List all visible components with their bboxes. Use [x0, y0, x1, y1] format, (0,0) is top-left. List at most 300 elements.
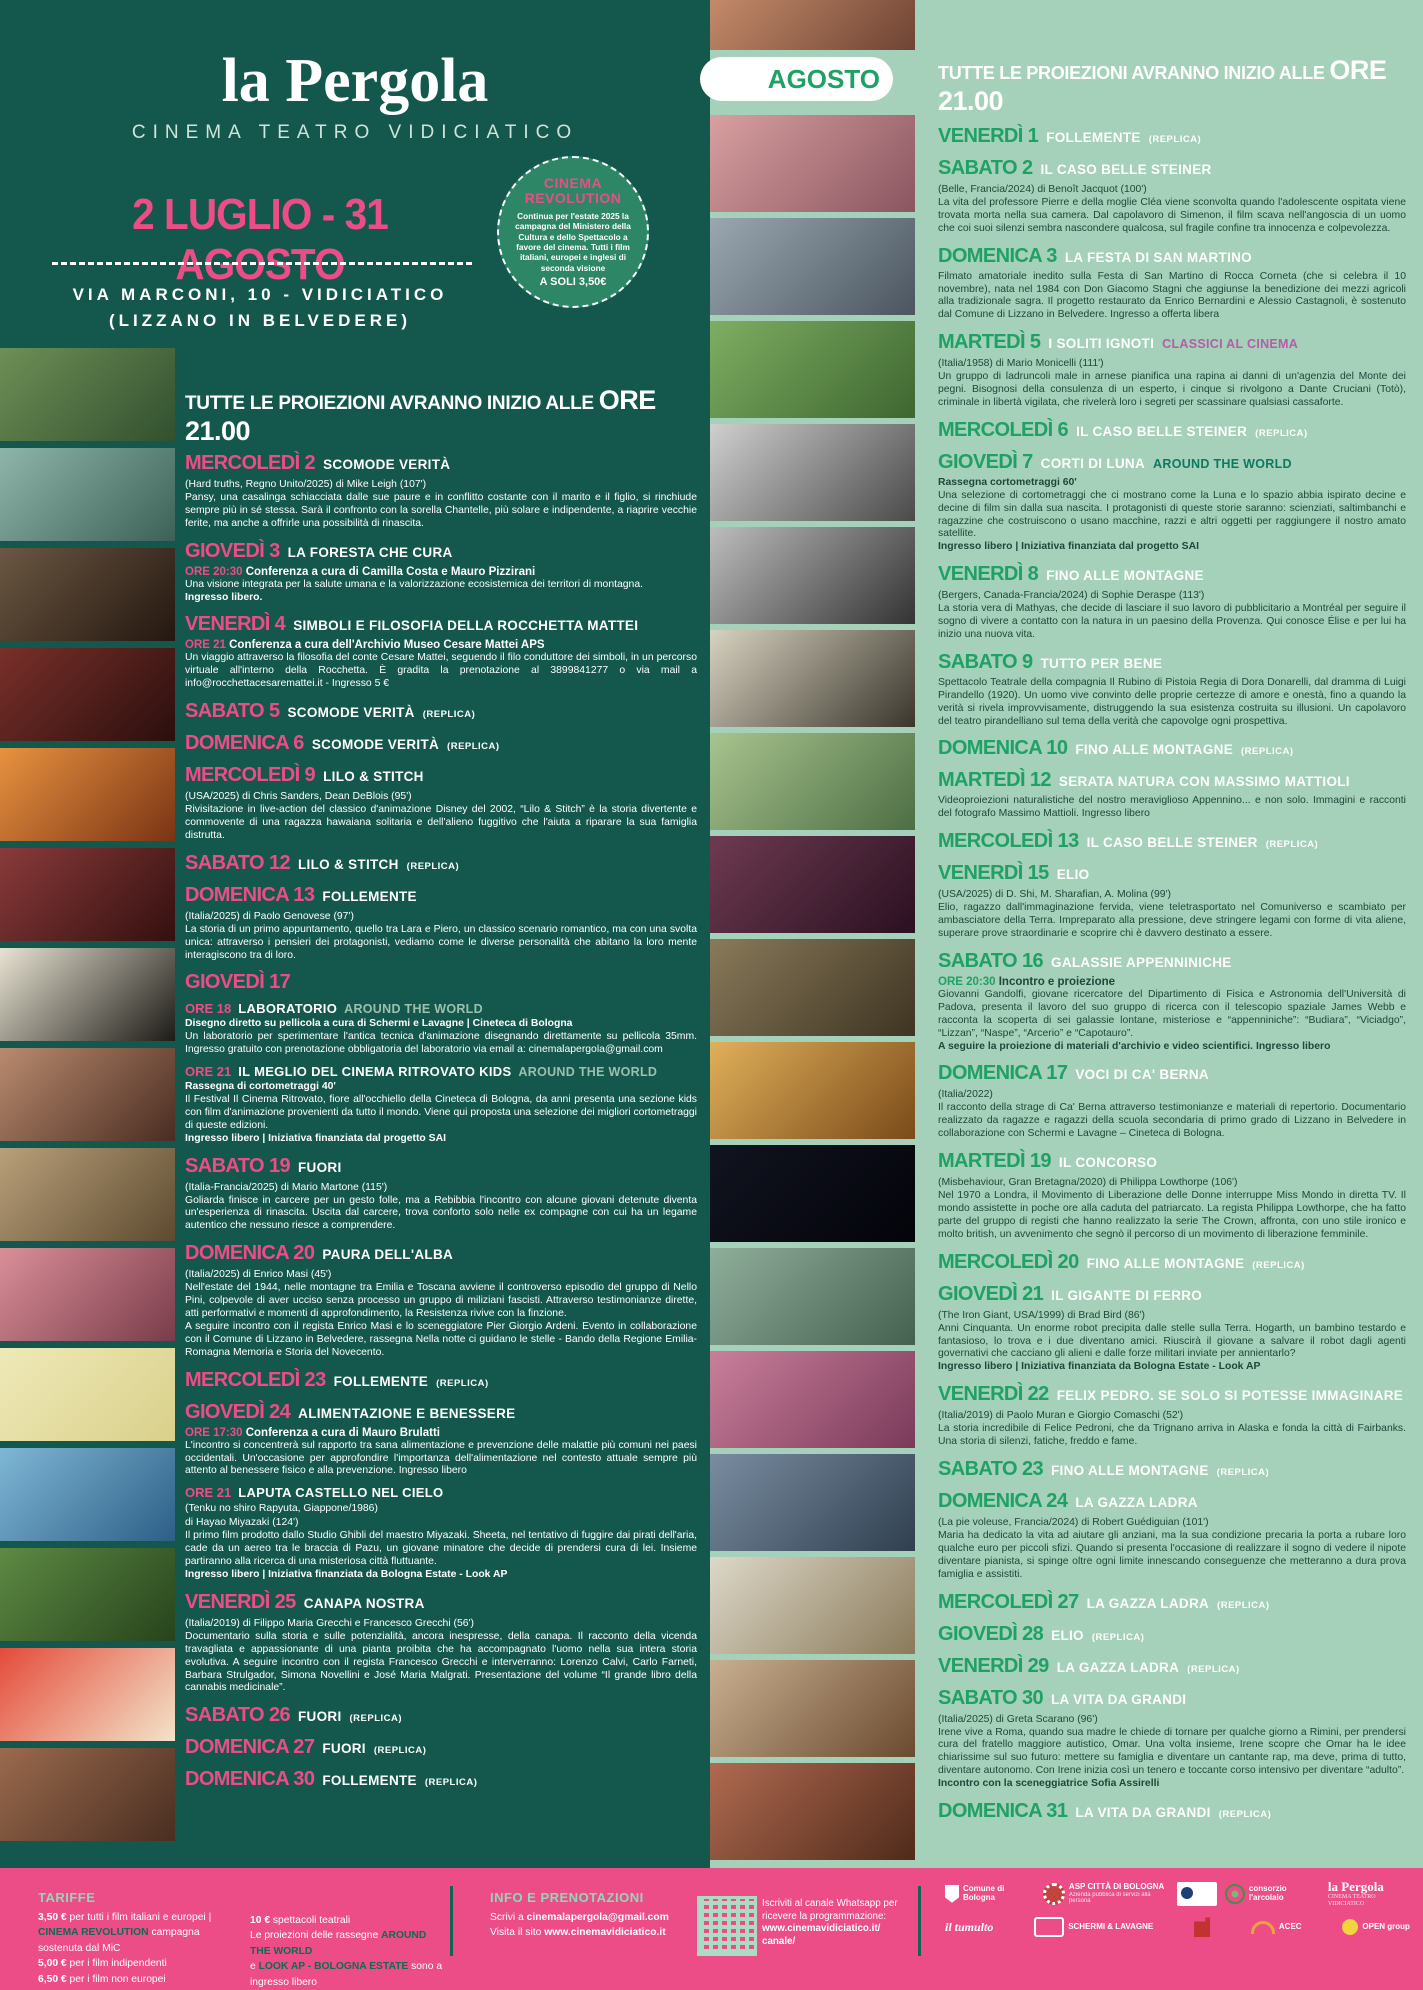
entry-text: Irene vive a Roma, quando sua madre le chiede di tornare per qualche giorno a Rimini, per prendersi cura del fratello maggiore autistico, Omar. Una volta insieme, Irene scopre che Omar ha le idee chiarissime sul suo futuro: mettere su famiglia e diventare un cantante rap, ma deve, prima di tutto, diventare autonomo. Con Irene inizia così un tenero e toccante corso intensivo per diventare “adulto”.: [938, 1726, 1406, 1777]
footer-text-segment: 10 €: [250, 1915, 271, 1926]
entry-title: FINO ALLE MONTAGNE: [1086, 1255, 1245, 1271]
entry-header: [938, 1687, 1406, 1710]
entry-header: [938, 1800, 1406, 1823]
entry-replica-badge: (REPLICA): [1241, 746, 1294, 758]
entry-day: DOMENICA 17: [938, 1062, 1068, 1085]
entry-day: MERCOLEDÌ 20: [938, 1250, 1079, 1273]
film-still: [710, 1763, 915, 1860]
entry-header: [185, 884, 697, 907]
entry-credits: (The Iron Giant, USA/1999) di Brad Bird (86'): [938, 1309, 1146, 1321]
entry-bold-text: A seguire la proiezione di materiali d'archivio e video scientifici. Ingresso libero: [938, 1040, 1331, 1052]
entry-time: ORE 21: [185, 1485, 232, 1501]
july-notice-time: ORE 21.00: [185, 385, 656, 446]
entry-text: Un gruppo di ladruncoli male in arnese pianifica una rapina ai danni di un'agenzia del Monte dei pegni. Bisognosi della consulenza di un esperto, i cinque si rivolgono a Dante Cruciani (Totò), criminale in libertà vigilata, che rivelerà loro i segreti per scassinare qualsiasi cassaforte.: [938, 371, 1406, 409]
logo-row: [945, 1880, 1410, 1907]
partner-logo-projector: [1194, 1917, 1210, 1937]
film-still: [710, 115, 915, 212]
entry-day: DOMENICA 24: [938, 1489, 1068, 1512]
entry-bold-text: Incontro con la sceneggiatrice Sofia Assirelli: [938, 1778, 1160, 1790]
entry-title: FINO ALLE MONTAGNE: [1075, 742, 1233, 758]
tariffe-line: [38, 1910, 243, 1925]
tariffe-line: [38, 1925, 243, 1956]
entry-header: [185, 1704, 697, 1727]
july-notice-text: TUTTE LE PROIEZIONI AVRANNO INIZIO ALLE: [185, 393, 594, 414]
entry-title: IL CONCORSO: [1058, 1155, 1158, 1171]
entry-title: LA GAZZA LADRA: [1086, 1595, 1210, 1611]
program-entry: [185, 540, 697, 605]
film-still: [710, 0, 915, 50]
screen-logo-icon: [1034, 1917, 1064, 1937]
august-entries: [938, 125, 1406, 1832]
film-still: [710, 1660, 915, 1757]
entry-time-text: Incontro e proiezione: [995, 975, 1116, 988]
entry-text: La storia vera di Mathyas, che decide di lasciare il suo lavoro di pubblicitario a Montréal per seguire il sogno di vivere a contatto con la natura in un paesino della Provenza. Qui conosce Élise e per lui ha inizio una nuova vita.: [938, 603, 1406, 641]
entry-title: FOLLEMENTE: [333, 1373, 429, 1389]
entry-title: LA VITA DA GRANDI: [1051, 1691, 1187, 1707]
entry-title: VOCI DI CA' BERNA: [1075, 1067, 1209, 1083]
entry-text: Elio, ragazzo dall'immaginazione fervida, viene teletrasportato nel Comuniverso e scambiato per ambasciatore della Terra. Impreparato alla pressione, deve stringere legami con forme di vita aliene, superare prove straordinarie e scoprire chi è davvero destinato a essere.: [938, 902, 1406, 940]
entry-replica-badge: (REPLICA): [436, 1377, 489, 1389]
date-range: 2 LUGLIO - 31 AGOSTO: [132, 190, 388, 289]
entry-bold-text: Rassegna di cortometraggi 40': [185, 1081, 336, 1093]
footer-text-segment: per tutti i film italiani e europei |: [66, 1912, 212, 1923]
entry-header: [938, 651, 1406, 674]
entry-sub-header: [185, 1485, 697, 1500]
film-still: [710, 321, 915, 418]
program-entry: [185, 1369, 697, 1392]
entry-header: [185, 1401, 697, 1424]
tariffe-line: [250, 1913, 445, 1928]
entry-replica-badge: (REPLICA): [1217, 1599, 1270, 1611]
footer-text-segment: Visita il sito: [490, 1927, 545, 1939]
footer-text-segment: per i film non europei: [66, 1973, 166, 1985]
entry-credits: (Italia/2022): [938, 1089, 993, 1101]
footer-text-segment: www.cinemavidiciatico.it: [544, 1927, 666, 1939]
entry-title: FUORI: [322, 1741, 366, 1757]
entry-title: TUTTO PER BENE: [1040, 655, 1163, 671]
film-still: [0, 1648, 175, 1741]
entry-title: LILO & STITCH: [298, 856, 399, 872]
program-entry: [938, 1655, 1406, 1678]
entry-day: VENERDÌ 4: [185, 613, 286, 636]
film-still: [0, 1148, 175, 1241]
entry-day: SABATO 9: [938, 650, 1033, 673]
entry-time-line: [185, 566, 697, 578]
film-still: [710, 939, 915, 1036]
entry-text: Documentario sulla storia e sulle potenzialità, ancora inespresse, della canapa. Il racconto della vicenda travagliata e appassionante di una pianta proibita che ha accompagnato l'uomo nella sua intera storia evolutiva. A seguire incontro con il regista Francesco Grecchi e interverranno: Lorenzo Calvi, Carlo Farneti, Barbara Strulgador, Simona Novellini e José Maria Malgrati. Presentazione del volume “Il grande libro della cannabis medicinale”.: [185, 1630, 697, 1694]
entry-title: ELIO: [1051, 1627, 1084, 1643]
footer-text-segment: LOOK AP - BOLOGNA ESTATE: [258, 1961, 409, 1973]
info-line: [490, 1925, 690, 1940]
entry-text: Maria ha dedicato la vita ad aiutare gli anziani, ma la sua condizione precaria la porta a rubare loro qualche euro per piccoli sfizi. Quando si presenta l'occasione di realizzare il sogno di vedere il nipote diventare pianista, si spinge oltre ogni limite innescando conseguenze che metteranno a dura prova famiglia e assistiti.: [938, 1529, 1406, 1580]
program-entry: [185, 971, 697, 1145]
logo-label: OPEN group: [1362, 1922, 1410, 1932]
logo-label: consorzio l'arcolaio: [1248, 1883, 1287, 1902]
entry-sub-title: IL MEGLIO DEL CINEMA RITROVATO KIDS: [238, 1064, 512, 1080]
program-entry: [185, 1768, 697, 1791]
entry-day: DOMENICA 10: [938, 737, 1068, 760]
entry-header: [938, 1283, 1406, 1306]
logo-label: ACEC: [1278, 1922, 1302, 1932]
info-block: [490, 1890, 690, 1941]
program-entry: [185, 1704, 697, 1727]
entry-bold-text: Rassegna cortometraggi 60': [938, 476, 1077, 488]
info-heading: INFO E PRENOTAZIONI: [490, 1890, 644, 1905]
entry-credits: (Italia/2025) di Paolo Genovese (97'): [185, 910, 354, 922]
entry-tag: AROUND THE WORLD: [1153, 456, 1292, 471]
entry-header: [938, 737, 1406, 760]
footer-text-segment: 6,50 €: [38, 1973, 67, 1985]
entry-day: DOMENICA 3: [938, 244, 1057, 267]
program-entry: [938, 830, 1406, 853]
entry-title: IL CASO BELLE STEINER: [1086, 835, 1258, 851]
entry-text: La storia incredibile di Felice Pedroni, che da Trignano arriva in Alaska e fonda la città di Fairbanks. Una storia di silenzi, fatiche, freddo e fame.: [938, 1423, 1406, 1448]
film-still: [710, 424, 915, 521]
entry-header: [185, 764, 697, 787]
cinema-revolution-badge: [497, 156, 649, 308]
footer-text-segment: sono a ingresso libero: [250, 1961, 443, 1988]
entry-bold-text: Ingresso libero | Iniziativa finanziata da Bologna Estate - Look AP: [938, 1361, 1261, 1373]
program-entry: [938, 737, 1406, 760]
program-entry: [938, 563, 1406, 642]
entry-header: [938, 1490, 1406, 1513]
entry-credits: (Belle, Francia/2024) di Benoît Jacquot (100'): [938, 184, 1147, 195]
program-entry: [185, 764, 697, 843]
entry-title: IL CASO BELLE STEINER: [1076, 423, 1248, 439]
entry-credits: di Hayao Miyazaki (124'): [185, 1517, 299, 1529]
entry-title: LILO & STITCH: [323, 769, 424, 785]
partner-logo-comune-di-bologna: [945, 1885, 1035, 1903]
entry-credits: (Italia/1958) di Mario Monicelli (111'): [938, 358, 1104, 370]
logo-sublabel: Azienda pubblica di servizi alla persona: [1068, 1891, 1151, 1905]
entry-day: DOMENICA 27: [185, 1736, 315, 1759]
footer-text-segment: AROUND THE WORLD: [250, 1930, 427, 1957]
entry-time-text: Conferenza a cura di Mauro Brulatti: [242, 1426, 440, 1439]
badge-body: Continua per l'estate 2025 la campagna del Ministero della Cultura e dello Spettacolo a favore del cinema. Tutti i film italiani, europei e inglesi di seconda visione: [515, 210, 631, 273]
entry-replica-badge: (REPLICA): [1148, 134, 1202, 145]
entry-header: [185, 1591, 697, 1614]
entry-day: MERCOLEDÌ 9: [185, 764, 316, 787]
august-notice-text: TUTTE LE PROIEZIONI AVRANNO INIZIO ALLE: [938, 63, 1325, 83]
badge-price: A SOLI 3,50€: [539, 275, 607, 288]
entry-day: SABATO 30: [938, 1686, 1044, 1709]
entry-replica-badge: (REPLICA): [1255, 427, 1308, 439]
entry-day: GIOVEDÌ 21: [938, 1282, 1044, 1305]
partner-logo-open-group: [1342, 1919, 1410, 1935]
entry-title: SCOMODE VERITÀ: [287, 705, 415, 721]
program-entry: [938, 1800, 1406, 1823]
entry-header: [185, 452, 697, 475]
entry-day: SABATO 16: [938, 949, 1044, 972]
entry-day: GIOVEDÌ 17: [185, 971, 291, 994]
entry-day: VENERDÌ 1: [938, 125, 1039, 147]
whatsapp-text: Iscriviti al canale Whatsapp per ricevere la programmazione:: [762, 1898, 898, 1922]
entry-day: GIOVEDÌ 3: [185, 539, 280, 562]
entry-text: A seguire incontro con il regista Enrico Masi e lo sceneggiatore Pier Giorgio Ardeni. Evento in collaborazione con il Comune di Lizzano in Belvedere, rassegna Nella notte ci guidano le stelle - Bando della Regione Emilia-Romagna Memoria e Storia del Novecento.: [185, 1320, 697, 1358]
program-entry: [938, 245, 1406, 323]
entry-credits: (Misbehaviour, Gran Bretagna/2020) di Philippa Lowthorpe (106'): [938, 1177, 1238, 1189]
entry-title: LA FESTA DI SAN MARTINO: [1064, 249, 1252, 265]
film-still: [710, 1042, 915, 1139]
entry-day: DOMENICA 20: [185, 1242, 315, 1265]
entry-title: ALIMENTAZIONE E BENESSERE: [298, 1405, 516, 1421]
entry-credits: (La pie voleuse, Francia/2024) di Robert Guédiguian (101'): [938, 1516, 1209, 1528]
partner-logo-acec: [1251, 1921, 1302, 1934]
entry-day: MERCOLEDÌ 27: [938, 1590, 1079, 1613]
film-still: [710, 630, 915, 727]
program-entry: [938, 1490, 1406, 1582]
address-line-2: (LIZZANO IN BELVEDERE): [108, 310, 412, 330]
film-still: [710, 836, 915, 933]
entry-header: [185, 1242, 697, 1265]
film-still: [0, 348, 175, 441]
entry-header: [938, 1150, 1406, 1173]
dots-logo-icon: [1043, 1883, 1065, 1905]
program-entry: [938, 1623, 1406, 1646]
entry-title: LA VITA DA GRANDI: [1075, 1804, 1211, 1820]
entry-credits: (Hard truths, Regno Unito/2025) di Mike Leigh (107'): [185, 479, 427, 490]
entry-day: DOMENICA 6: [185, 732, 304, 755]
entry-header: [938, 1383, 1406, 1406]
film-still: [710, 1454, 915, 1551]
brand-subtitle: CINEMA TEATRO VIDICIATICO: [131, 122, 579, 143]
tariffe-lines-2: [250, 1913, 445, 1990]
info-lines: [490, 1910, 690, 1941]
entry-time: ORE 20:30: [938, 975, 996, 988]
entry-day: VENERDÌ 8: [938, 563, 1039, 586]
entry-credits: (Italia/2019) di Paolo Muran e Giorgio Comaschi (52'): [938, 1410, 1184, 1422]
footer-divider: [918, 1886, 921, 1956]
entry-sub-header: [185, 1001, 697, 1016]
dashed-divider: [52, 262, 472, 265]
footer-text-segment: 5,00 €: [38, 1958, 67, 1970]
entry-replica-badge: (REPLICA): [447, 741, 500, 753]
film-still: [0, 548, 175, 641]
entry-time-text: Conferenza a cura dell'Archivio Museo Cesare Mattei APS: [225, 639, 545, 652]
entry-replica-badge: (REPLICA): [349, 1713, 403, 1725]
entry-title: IL GIGANTE DI FERRO: [1051, 1287, 1203, 1303]
tariffe-heading: TARIFFE: [38, 1890, 96, 1905]
entry-text: Anni Cinquanta. Un enorme robot precipita dalle stelle sulla Terra. Hogarth, un bambino testardo e fantasioso, lo trova e i due diventano amici. Riuscirà il giovane a salvare il robot dagli agenti governativi che cacciano gli alieni e dalle forze militari inviate per annientarlo?: [938, 1322, 1406, 1360]
footer-text-segment: e: [250, 1961, 259, 1973]
whatsapp-link[interactable]: www.cinemavidiciatico.it/ canale/: [762, 1923, 881, 1948]
august-photo-strip: [710, 0, 915, 1866]
entry-text: Goliarda finisce in carcere per un gesto folle, ma a Rebibbia l'incontro con alcune giovani detenute diventa un'esperienza di rinascita. Uscita dal carcere, trova conforto solo nelle ex compagne con cui ha un legame autentico che nessuno riesce a comprendere.: [185, 1194, 697, 1232]
entry-title: SIMBOLI E FILOSOFIA DELLA ROCCHETTA MATTEI: [293, 618, 639, 634]
program-entry: [938, 1062, 1406, 1141]
entry-title: LA GAZZA LADRA: [1075, 1494, 1198, 1510]
program-entry: [938, 1383, 1406, 1449]
entry-day: SABATO 12: [185, 851, 291, 874]
entry-text: Nell'estate del 1944, nelle montagne tra Emilia e Toscana avviene il controverso episodio del gruppo di Nello Pini, colpevole di aver ucciso senza processo un gruppo di miliziani fascisti. Attraverso testimonianze dirette, atti performativi e momenti di approfondimento, la Resistenza rivive con la finzione.: [185, 1282, 697, 1320]
film-still: [0, 448, 175, 541]
address-line-1: VIA MARCONI, 10 - VIDICIATICO: [72, 285, 448, 304]
entry-day: MERCOLEDÌ 13: [938, 830, 1079, 853]
program-entry: [185, 1401, 697, 1582]
entry-day: MARTEDÌ 5: [938, 331, 1041, 354]
program-entry: [185, 884, 697, 963]
entry-sub-event: [185, 1064, 697, 1145]
entry-day: MERCOLEDÌ 6: [938, 418, 1069, 441]
footer-text-segment: campagna sostenuta dal MiC: [38, 1927, 200, 1954]
entry-title: FUORI: [298, 1159, 342, 1175]
entry-day: SABATO 26: [185, 1704, 291, 1727]
entry-text: Giovanni Gandolfi, giovane ricercatore del Dipartimento di Fisica e Astronomia dell'Università di Padova, presenta il lavoro del suo gruppo di ricerca con il telescopio spaziale James Webb e racconta la scoperta di sei galassie lontane, misteriose e “appenniniche”: “Budiara”, “Viciadgo”, “Lizzan”, “Naspe”, “Arcerio” e “Capotauro”.: [938, 988, 1406, 1039]
footer-text-segment: cinemalapergola@gmail.com: [526, 1912, 669, 1923]
july-notice: [185, 385, 705, 447]
film-still: [0, 1348, 175, 1441]
brand-block: [120, 47, 590, 144]
entry-replica-badge: (REPLICA): [1187, 1663, 1240, 1675]
tariffe-line: [250, 1928, 445, 1959]
entry-text: Un laboratorio per sperimentare l'antica tecnica d'animazione disegnando direttamente su pellicola 35mm. Ingresso gratuito con prenotazione obbligatoria del laboratorio via email a: cinemalapergola@gmail.com: [185, 1031, 697, 1056]
entry-header: [938, 245, 1406, 268]
entry-replica-badge: (REPLICA): [1252, 1259, 1305, 1271]
footer-text-segment: Scrivi a: [490, 1912, 527, 1923]
entry-text: Rivisitazione in live-action del classico d'animazione Disney del 2002, “Lilo & Stitch” è la storia divertente e commovente di una ragazza hawaiana solitaria e dell'alieno fuggitivo che l'aiuta a riparare la sua famiglia distrutta.: [185, 804, 697, 841]
entry-header: [938, 862, 1406, 885]
program-entry: [938, 157, 1406, 236]
entry-title: CANAPA NOSTRA: [303, 1595, 425, 1611]
tariffe-lines: [38, 1910, 243, 1987]
entry-day: MERCOLEDÌ 23: [185, 1368, 326, 1391]
entry-credits: (Tenku no shiro Rapyuta, Giappone/1986): [185, 1503, 378, 1515]
entry-bold-text: Disegno diretto su pellicola a cura di Schermi e Lavagne | Cineteca di Bologna: [185, 1018, 573, 1030]
entry-day: VENERDÌ 15: [938, 862, 1049, 885]
entry-header: [938, 1458, 1406, 1481]
film-still: [0, 1248, 175, 1341]
entry-header: [938, 125, 1406, 148]
entry-sub-title: LABORATORIO: [238, 1001, 338, 1017]
partner-logo-asp-citt-di-bologna: [1043, 1883, 1169, 1905]
film-still: [0, 1048, 175, 1141]
entry-replica-badge: (REPLICA): [406, 860, 460, 872]
partner-logo-card: [1177, 1882, 1217, 1906]
program-entry: [185, 613, 697, 691]
program-entry: [938, 651, 1406, 729]
entry-header: [185, 1369, 697, 1392]
film-still: [710, 527, 915, 624]
entry-day: VENERDÌ 29: [938, 1654, 1049, 1677]
entry-time: ORE 21: [185, 639, 226, 652]
entry-day: SABATO 23: [938, 1457, 1044, 1480]
entry-replica-badge: (REPLICA): [1265, 839, 1319, 851]
entry-title: ELIO: [1056, 867, 1090, 883]
program-entry: [185, 1242, 697, 1359]
entry-replica-badge: (REPLICA): [1091, 1631, 1145, 1643]
film-still: [710, 1145, 915, 1242]
address: [30, 282, 490, 333]
entry-day: MARTEDÌ 12: [938, 769, 1051, 792]
film-still: [0, 748, 175, 841]
card-logo-icon: [1177, 1882, 1217, 1906]
entry-title: FOLLEMENTE: [1046, 130, 1141, 145]
entry-header: [185, 700, 697, 723]
projector-logo-icon: [1194, 1917, 1210, 1937]
entry-header: [938, 419, 1406, 442]
entry-text: L'incontro si concentrerà sul rapporto tra sana alimentazione e prevenzione delle malattie più comuni nei paesi occidentali. Un'occasione per approfondire l'importanza dell'alimentazione nel contesto attuale sempre più attento al benessere fisico e alla prevenzione. Ingresso libero: [185, 1439, 697, 1477]
entry-replica-badge: (REPLICA): [373, 1745, 427, 1757]
july-entries: [185, 452, 697, 1800]
entry-header: [185, 971, 697, 994]
program-entry: [938, 862, 1406, 941]
entry-time-line: [185, 639, 697, 651]
entry-title: FOLLEMENTE: [322, 888, 417, 904]
brand-name: la Pergola: [221, 47, 489, 115]
program-entry: [938, 1150, 1406, 1242]
entry-text: La storia di un primo appuntamento, quello tra Lara e Piero, un classico scenario romantico, ma con una svolta unica: attraverso i pensieri dei protagonisti, vediamo come le diverse personalità che abitano la loro mente interagiscono tra di loro.: [185, 923, 697, 961]
film-still: [710, 1248, 915, 1345]
entry-day: VENERDÌ 22: [938, 1383, 1049, 1406]
entry-sub-event: [185, 1001, 697, 1057]
entry-credits: (USA/2025) di D. Shi, M. Sharafian, A. Molina (99'): [938, 889, 1171, 901]
entry-credits: (Italia/2025) di Greta Scarano (96'): [938, 1713, 1098, 1725]
entry-text: Il primo film prodotto dallo Studio Ghibli del maestro Miyazaki. Sheeta, nel tentativo di fuggire dai pirati dell'aria, cade da un aereo tra le braccia di Pazu, un giovane minatore che decide di prendersi cura di lei. Insieme partiranno alla ricerca di una misteriosa città fluttuante.: [185, 1530, 697, 1568]
entry-text: Una selezione di cortometraggi che ci mostrano come la Luna e lo spazio abbia ispirato decine e decine di film sin dalla sua nascita. I protagonisti di queste storie saranno: scienziati, saltimbanchi e ragazzine che costruiscono o usano macchine, razzi e altri oggetti per raggiungere il nostro amato satellite.: [938, 489, 1406, 540]
film-still: [0, 848, 175, 941]
logo-label: Comune di Bologna: [963, 1883, 1005, 1902]
july-photo-strip: [0, 348, 175, 1848]
footer-divider: [450, 1886, 453, 1956]
tariffe-line: [250, 1959, 445, 1990]
program-entry: [938, 1283, 1406, 1375]
entry-text: Il Festival Il Cinema Ritrovato, fiore all'occhiello della Cineteca di Bologna, da anni presenta una sezione kids con film d'animazione provenienti da tutto il mondo. Viene qui proposta una selezione dei migliori cortometraggi di queste edizioni.: [185, 1094, 697, 1131]
entry-header: [185, 1768, 697, 1791]
entry-header: [938, 769, 1406, 792]
entry-title: PAURA DELL'ALBA: [322, 1247, 454, 1263]
entry-title: FELIX PEDRO. SE SOLO SI POTESSE IMMAGINARE: [1056, 1388, 1404, 1404]
footer-text-segment: CINEMA REVOLUTION: [38, 1927, 149, 1939]
crest-logo-icon: [945, 1885, 959, 1903]
whatsapp-qr-code[interactable]: [697, 1896, 757, 1956]
program-entry: [938, 950, 1406, 1053]
entry-sub-header: [185, 1064, 697, 1079]
entry-title: FOLLEMENTE: [322, 1773, 417, 1789]
entry-title: FINO ALLE MONTAGNE: [1051, 1462, 1209, 1478]
entry-header: [185, 540, 697, 563]
entry-title: IL CASO BELLE STEINER: [1040, 162, 1212, 177]
entry-bold-text: Ingresso libero | Iniziativa finanziata dal progetto SAI: [185, 1132, 446, 1144]
entry-time-line: [185, 1427, 697, 1439]
program-entry: [938, 1591, 1406, 1614]
program-entry: [938, 1251, 1406, 1274]
tariffe-line: [38, 1956, 243, 1971]
program-entry: [185, 852, 697, 875]
partner-logo-schermi-lavagne: [1034, 1917, 1153, 1937]
entry-credits: (USA/2025) di Chris Sanders, Dean DeBlois (95'): [185, 791, 412, 803]
entry-text: Videoproiezioni naturalistiche del nostro meraviglioso Appennino... e non solo. Immagini e racconti del fotografo Massimo Mattioli. Ingresso libero: [938, 795, 1406, 820]
entry-bold-text: Ingresso libero | Iniziativa finanziata da Bologna Estate - Look AP: [185, 1568, 508, 1580]
august-notice: [938, 55, 1408, 117]
footer-text-segment: 3,50 €: [38, 1912, 67, 1923]
program-entry: [938, 451, 1406, 554]
footer-text-segment: per i film indipendenti: [66, 1958, 167, 1970]
entry-header: [185, 732, 697, 755]
entry-header: [938, 1062, 1406, 1085]
entry-credits: (Italia/2019) di Filippo Maria Grecchi e Francesco Grecchi (56'): [185, 1617, 474, 1629]
entry-title: LA FORESTA CHE CURA: [287, 544, 453, 560]
footer: [0, 1868, 1423, 1990]
entry-text: Nel 1970 a Londra, il Movimento di Liberazione delle Donne interruppe Miss Mondo in diretta TV. Il mondo assistette in poche ore alla caduta del patriarcato. La regista Philippa Lowthorpe, che ha fatto parte del gruppo di registi che hanno realizzato la serie The Crown, affronta, con uno stile ironico e molto british, un avvenimento che segnò il percorso di un movimento di liberazione femminile.: [938, 1190, 1406, 1240]
entry-day: MERCOLEDÌ 2: [185, 452, 316, 474]
film-still: [0, 948, 175, 1041]
entry-text: La vita del professore Pierre e della moglie Cléa viene sconvolta quando l'adolescente ospitata viene trovata morta nella sua camera. Dal capolavoro di Simenon, il film scava nell'angoscia di un uomo che coi suoi silenzi sembra nascondere qualcosa, sul fragile confine tra innocenza e colpevolezza.: [938, 197, 1406, 234]
entry-header: [938, 830, 1406, 853]
film-still: [710, 1351, 915, 1448]
entry-title: SCOMODE VERITÀ: [323, 457, 451, 472]
entry-header: [938, 1623, 1406, 1646]
logo-label: ASP CITTÀ DI BOLOGNA Azienda pubblica di servizi alla persona: [1069, 1883, 1169, 1905]
